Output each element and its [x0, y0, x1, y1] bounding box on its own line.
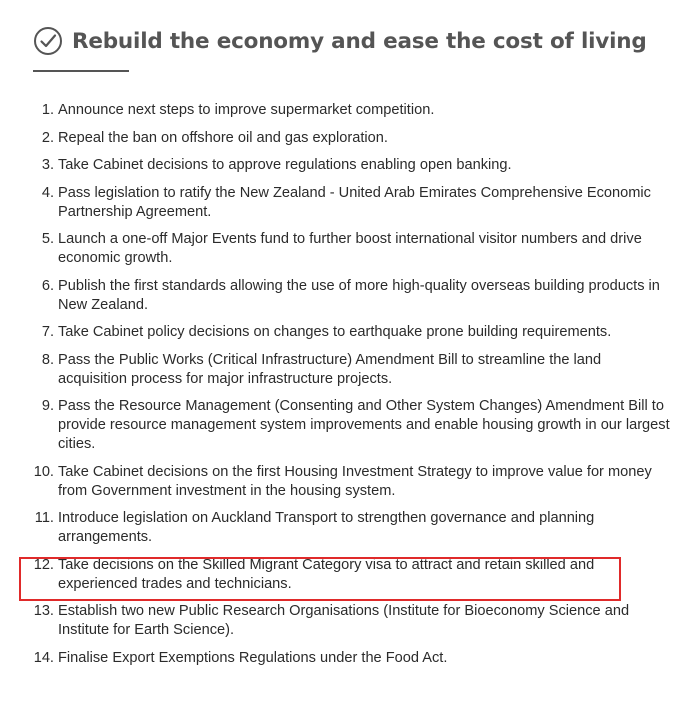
list-item-text: Launch a one-off Major Events fund to further boost international visitor numbers and drive economic growth. [58, 231, 642, 266]
list-item [0, 509, 700, 547]
list-item-number: 2. [41, 129, 54, 146]
list-item-text: Pass the Public Works (Critical Infrastructure) Amendment Bill to streamline the land acquisition process for major infrastructure projects. [58, 351, 602, 387]
list-item-number: 5. [41, 231, 54, 247]
section-heading [33, 24, 647, 58]
list-item-number: 3. [41, 157, 54, 173]
list-item-text: Introduce legislation on Auckland Transport to strengthen governance and planning arrangements. [58, 510, 595, 545]
list-item [0, 649, 700, 668]
list-item-text: Establish two new Public Research Organisations (Institute for Bioeconomy Science and Institute for Earth Science). [58, 603, 630, 638]
list-item [0, 351, 700, 389]
list-item-text: Finalise Export Exemptions Regulations under the Food Act. [58, 649, 448, 666]
list-item-text: Repeal the ban on offshore oil and gas exploration. [58, 129, 388, 146]
check-circle-icon [33, 26, 63, 56]
list-item [0, 323, 700, 342]
list-item-number: 9. [41, 398, 54, 414]
list-item-number: 11. [34, 510, 54, 526]
list-item [0, 602, 700, 640]
list-item-text: Pass legislation to ratify the New Zealand - United Arab Emirates Comprehensive Economic Partnership Agreement. [58, 184, 651, 220]
list-item [0, 277, 700, 315]
list-item-number: 8. [41, 351, 54, 368]
page-title: Rebuild the economy and ease the cost of living [72, 28, 647, 54]
list-item [0, 397, 700, 454]
list-item-text: Pass the Resource Management (Consenting and Other System Changes) Amendment Bill to provide resource management system improvements and enable housing growth in our largest cities. [58, 398, 670, 452]
list-item-number: 12. [33, 556, 54, 573]
list-item-text: Take Cabinet decisions to approve regulations enabling open banking. [58, 157, 512, 173]
list-item [0, 101, 700, 120]
list-item [0, 230, 700, 268]
list-item-text: Publish the first standards allowing the use of more high-quality overseas building products in New Zealand. [58, 277, 660, 313]
list-item [0, 129, 700, 148]
list-item-text: Take Cabinet policy decisions on changes to earthquake prone building requirements. [58, 324, 612, 340]
list-item [0, 156, 700, 175]
list-item-number: 14. [33, 649, 54, 666]
list-item-text: Take decisions on the Skilled Migrant Category visa to attract and retain skilled and experienced trades and technicians. [58, 556, 595, 592]
title-underline [33, 70, 129, 72]
list-item-number: 13. [33, 603, 54, 619]
list-item-number: 1. [41, 102, 54, 118]
list-item-number: 10. [33, 463, 54, 480]
list-item-text: Announce next steps to improve supermarket competition. [58, 102, 435, 118]
list-item-number: 6. [41, 277, 54, 294]
list-item-number: 4. [41, 184, 54, 201]
list-item [0, 184, 700, 222]
list-item [0, 463, 700, 501]
list-item-text: Take Cabinet decisions on the first Housing Investment Strategy to improve value for money from Government investment in the housing system. [58, 463, 652, 499]
highlight-box [19, 557, 621, 601]
list-item-number: 7. [41, 324, 54, 340]
